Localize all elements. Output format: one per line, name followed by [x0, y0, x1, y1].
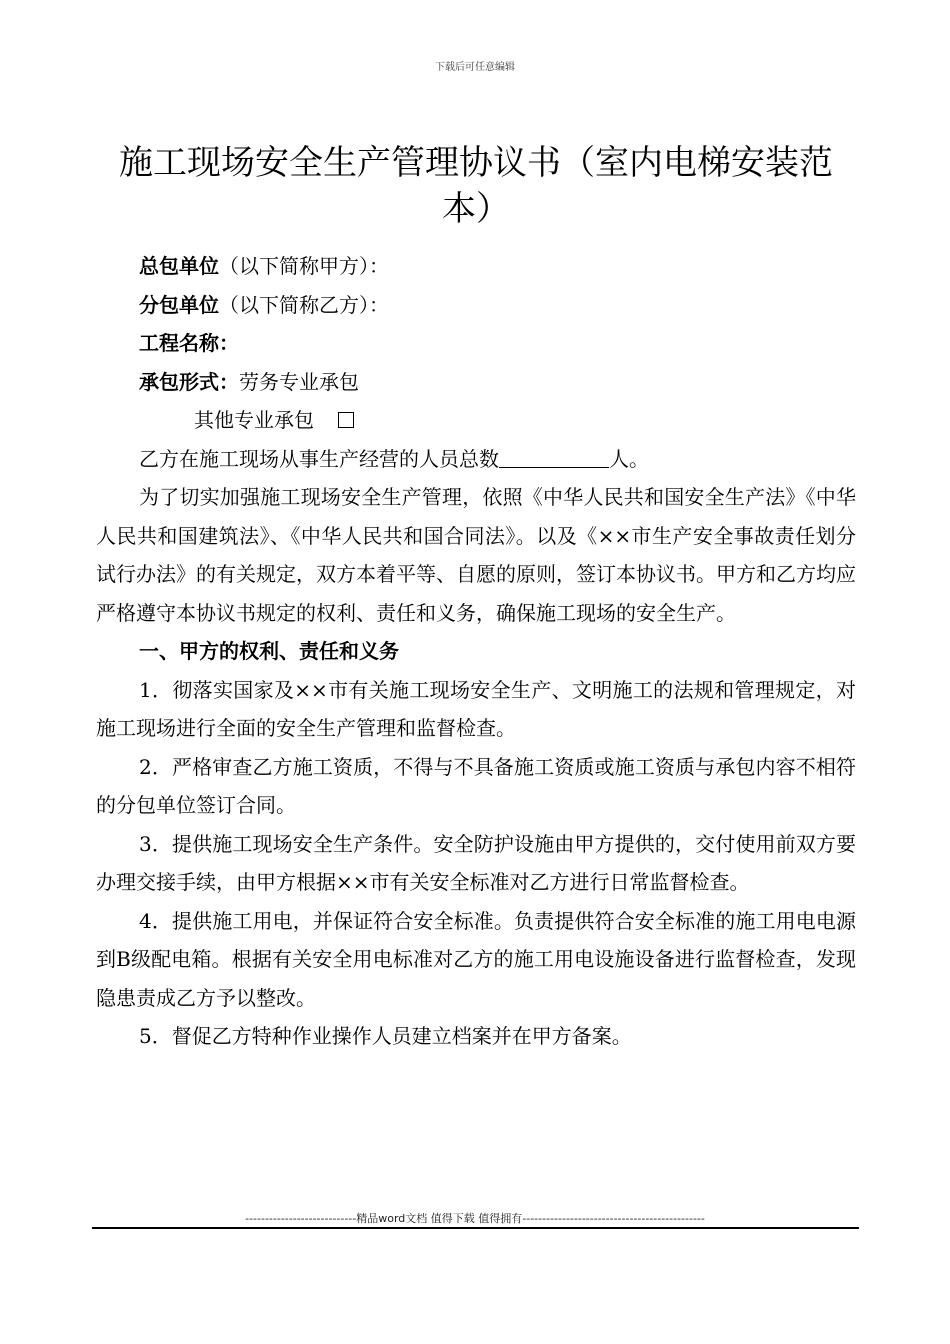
- staff-count-prefix: 乙方在施工现场从事生产经营的人员总数: [139, 446, 499, 471]
- project-line: [96, 324, 856, 363]
- other-option-checkbox[interactable]: [338, 412, 354, 428]
- page-footer: ----------------------------精品word文档 值得下载 值得拥有----------------------------------------------: [245, 1212, 705, 1225]
- staff-count-line: [96, 440, 856, 479]
- section1-heading: 一、甲方的权利、责任和义务: [139, 639, 399, 663]
- page-header: 下载后可任意编辑: [435, 62, 515, 73]
- document-body: [96, 247, 856, 1056]
- intro-paragraph: 为了切实加强施工现场安全生产管理，依照《中华人民共和国安全生产法》《中华人民共和国建筑法》、《中华人民共和国合同法》。以及《××市生产安全事故责任划分试行办法》的有关规定，双方本着平等、自愿的原则，签订本协议书。甲方和乙方均应严格遵守本协议书规定的权利、责任和义务，确保施工现场的安全生产。: [96, 485, 856, 625]
- document-title: 施工现场安全生产管理协议书（室内电梯安装范本）: [119, 143, 833, 229]
- subcontractor-line: [96, 286, 856, 325]
- project-label: 工程名称：: [139, 331, 239, 355]
- contractor-note: （以下简称甲方）：: [219, 254, 389, 278]
- section1-item-3: 3．提供施工现场安全生产条件。安全防护设施由甲方提供的，交付使用前双方要办理交接手续，由甲方根据××市有关安全标准对乙方进行日常监督检查。: [96, 831, 856, 894]
- subcontractor-label: 分包单位: [139, 292, 219, 317]
- contractor-line: [96, 247, 856, 286]
- section1-item-5: 5．督促乙方特种作业操作人员建立档案并在甲方备案。: [139, 1024, 632, 1048]
- staff-count-blank[interactable]: [499, 445, 609, 468]
- contractor-label: 总包单位: [139, 254, 219, 278]
- section1-item-1: 1．彻落实国家及××市有关施工现场安全生产、文明施工的法规和管理规定，对施工现场进行全面的安全生产管理和监督检查。: [96, 677, 856, 740]
- other-option-label: 其他专业承包: [194, 408, 314, 432]
- contract-form-value: 劳务专业承包: [239, 369, 359, 394]
- section1-item-4: 4．提供施工用电，并保证符合安全标准。负责提供符合安全标准的施工用电电源到B级配电箱。根据有关安全用电标准对乙方的施工用电设施设备进行监督检查，发现隐患责成乙方予以整改。: [96, 908, 856, 1010]
- section1-item-2: 2．严格审查乙方施工资质，不得与不具备施工资质或施工资质与承包内容不相符的分包单位签订合同。: [96, 754, 856, 817]
- other-option-line: [96, 401, 856, 440]
- contract-form-label: 承包形式：: [139, 369, 239, 394]
- footer-divider: [92, 1227, 859, 1229]
- contract-form-line: [96, 363, 856, 402]
- staff-count-suffix: 人。: [609, 446, 649, 471]
- subcontractor-note: （以下简称乙方）：: [219, 292, 389, 317]
